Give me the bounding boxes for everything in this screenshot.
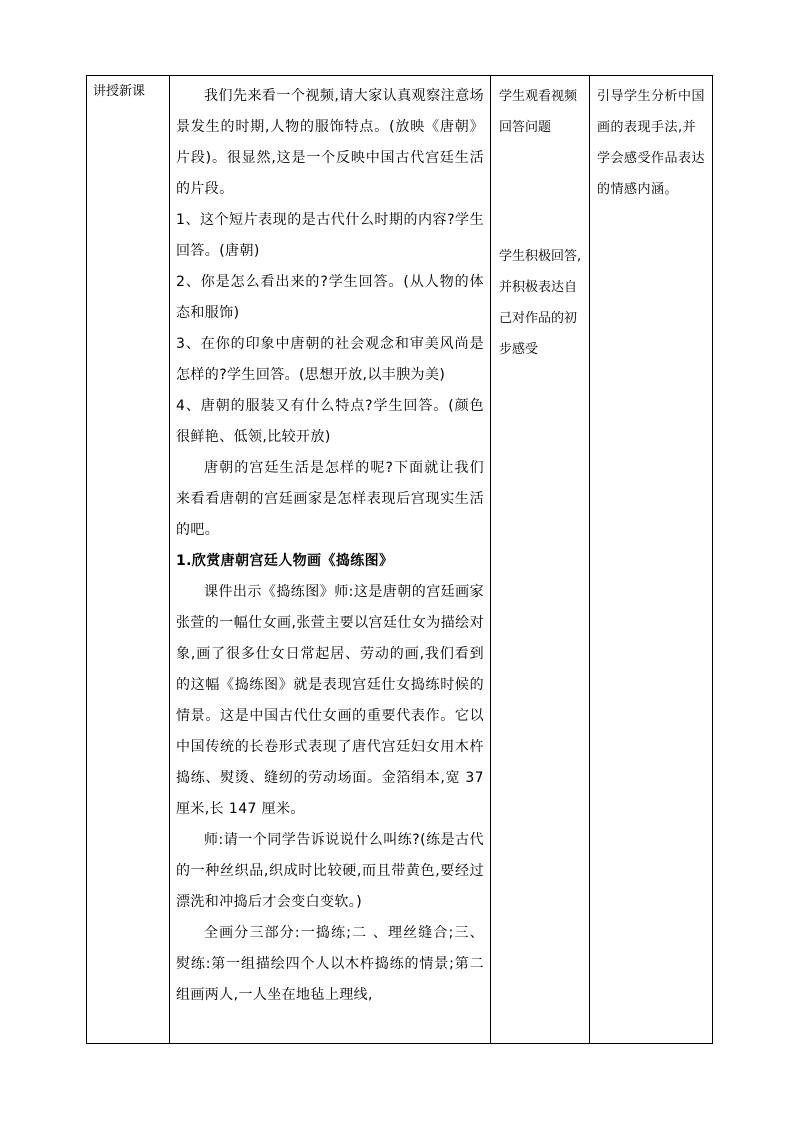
question-2: 2、你是怎么看出来的?学生回答。(从人物的体态和服饰) [176,274,484,321]
paragraph-painting-intro: 课件出示《捣练图》师:这是唐朝的宫廷画家张萱的一幅仕女画,张萱主要以宫廷仕女为描绘对象,画了很多仕女日常起居、劳动的画,我们看到的这幅《捣练图》就是表现宫廷仕女捣练时候的情景。这是中国古代仕女画的重要代表作。它以中国传统的长卷形式表现了唐代宫廷妇女用木杵捣练、熨烫、缝纫的劳动场面。金箔绢本,宽 37 厘米,长 147 厘米。 [176,584,484,817]
lesson-plan-table [86,75,713,1044]
section-heading: 1.欣赏唐朝宫廷人物画《捣练图》 [176,553,394,569]
paragraph-lian-definition: 师:请一个同学告诉说说什么叫练?(练是古代的一种丝织品,织成时比较硬,而且带黄色,要经过漂洗和冲捣后才会变白变软。) [176,832,484,910]
section-label: 讲授新课 [93,84,146,99]
design-intent: 引导学生分析中国画的表现手法,并学会感受作品表达的情感内涵。 [597,89,706,197]
teaching-content [170,76,490,1011]
teaching-content-cell [170,76,491,1044]
question-3: 3、在你的印象中唐朝的社会观念和审美风尚是怎样的?学生回答。(思想开放,以丰腴为美) [176,336,484,383]
paragraph-transition: 唐朝的宫廷生活是怎样的呢?下面就让我们来看看唐朝的宫廷画家是怎样表现后宫现实生活的吧。 [176,460,484,538]
paragraph-painting-parts: 全画分三部分:一捣练;二 、理丝缝合;三、 熨练:第一组描绘四个人以木杵捣练的情景;第二组画两人,一人坐在地毡上理线, [176,925,484,1003]
paragraph-intro: 我们先来看一个视频,请大家认真观察注意场景发生的时期,人物的服饰特点。(放映《唐朝》片段)。很显然,这是一个反映中国古代宫廷生活的片段。 [176,88,484,197]
question-1: 1、这个短片表现的是古代什么时期的内容?学生回答。(唐朝) [176,212,484,259]
table-row [87,76,713,1044]
student-activity-1: 学生观看视频回答问题 [499,89,578,135]
question-4: 4、唐朝的服装又有什么特点?学生回答。(颜色很鲜艳、低领,比较开放) [176,398,484,445]
student-activity-cell [491,76,590,1044]
student-activity-2: 学生积极回答,并积极表达自己对作品的初步感受 [499,249,582,357]
design-intent-cell [590,76,713,1044]
section-cell [87,76,170,1044]
